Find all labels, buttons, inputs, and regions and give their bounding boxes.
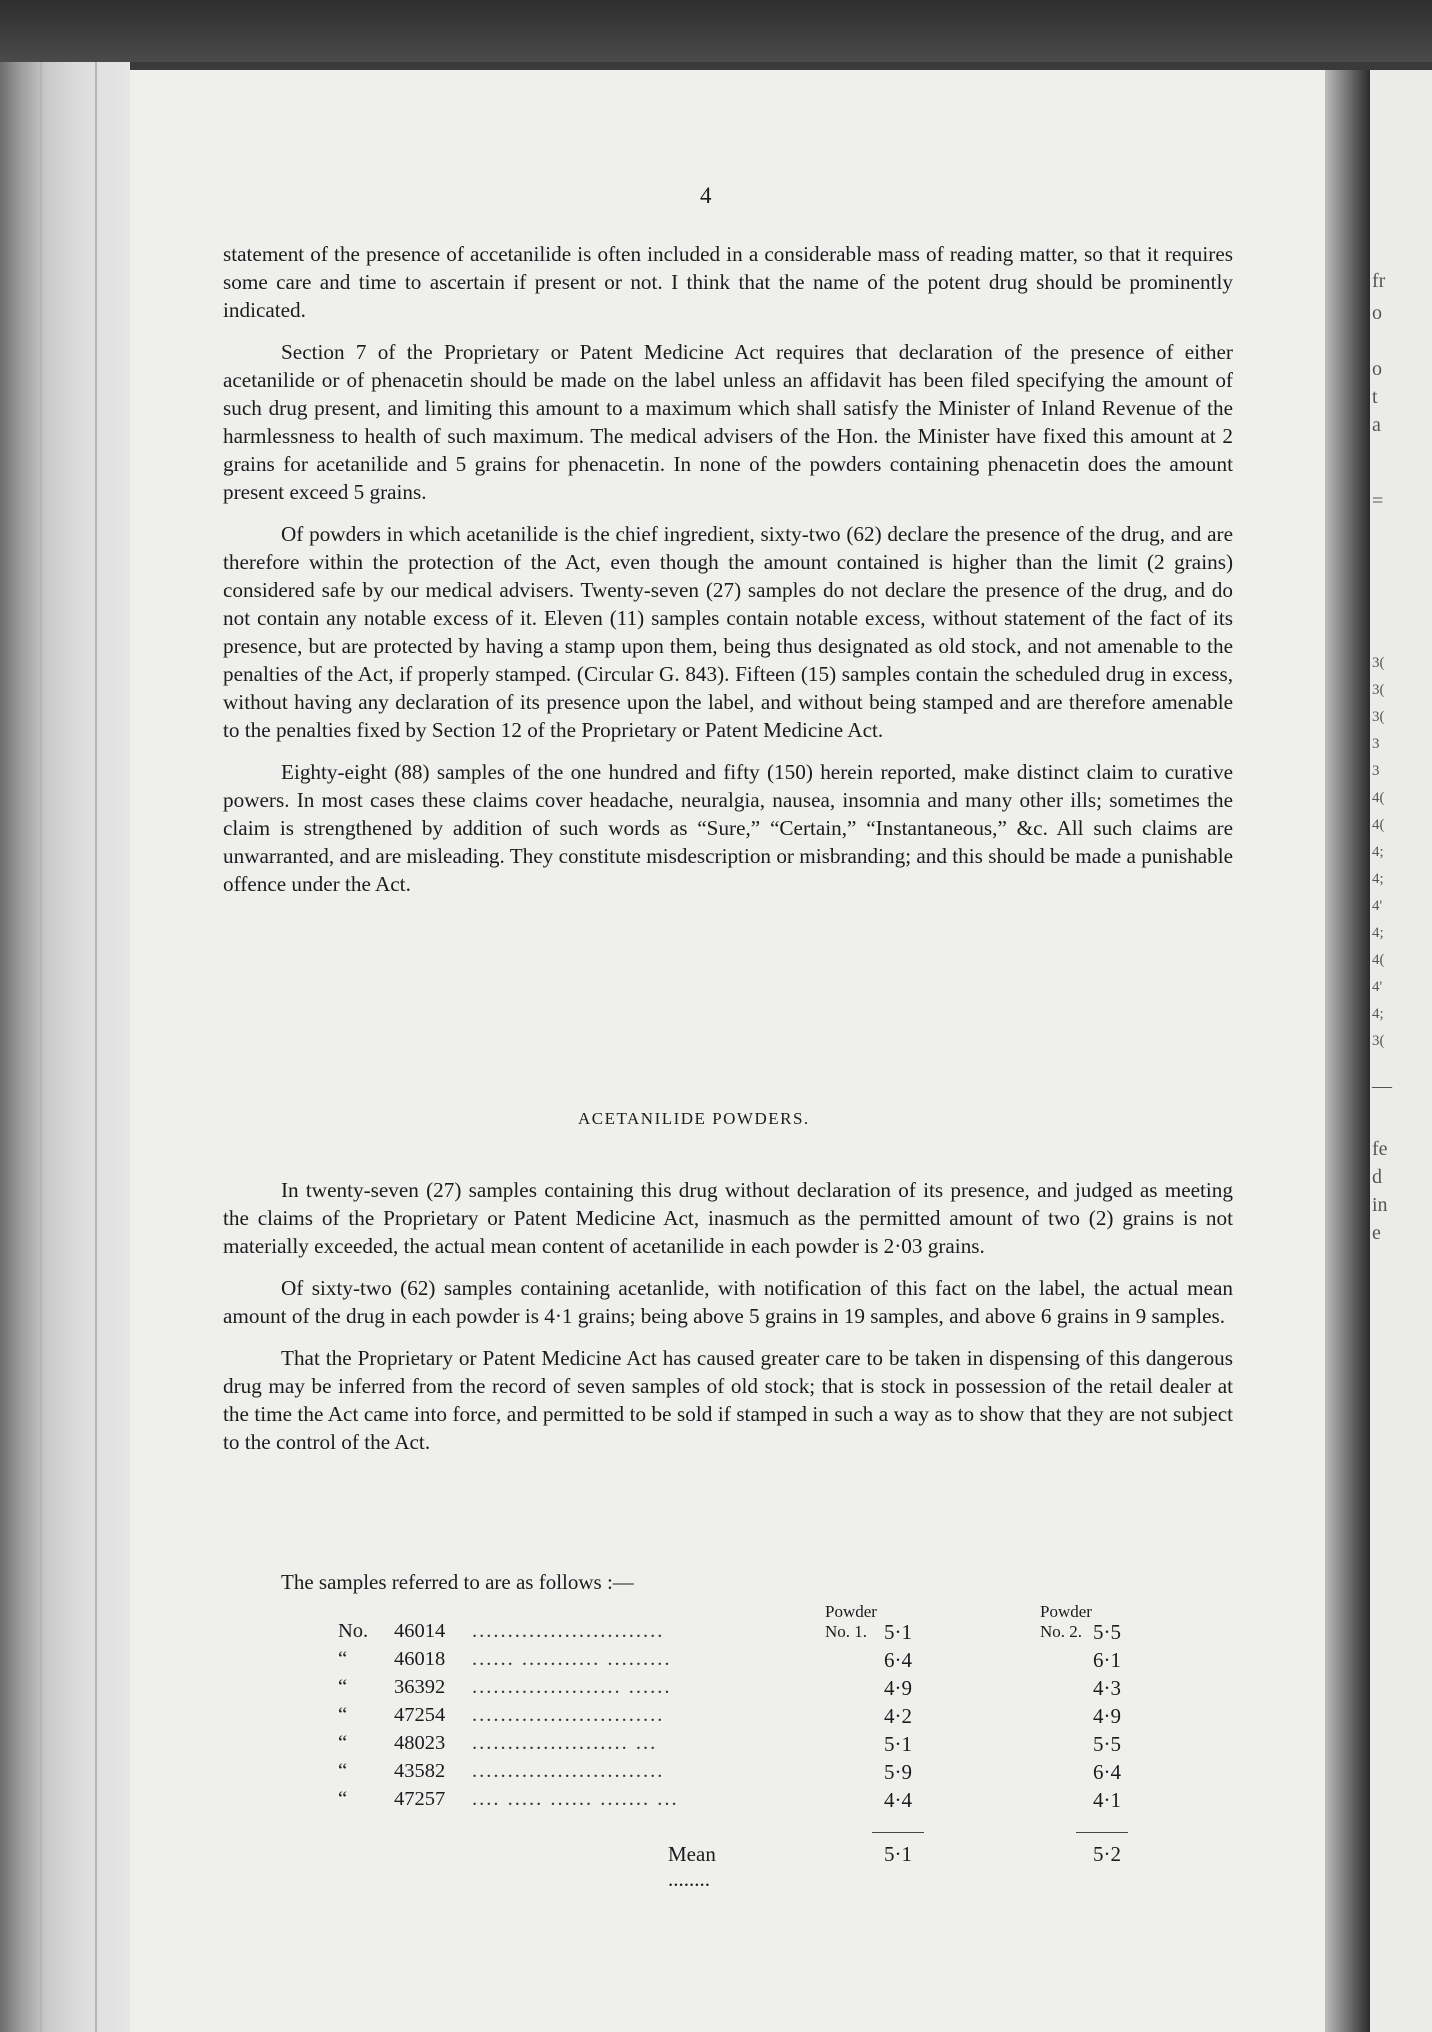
row-prefix: “ [338, 1704, 348, 1726]
facing-text-fragment: 3( [1372, 1033, 1385, 1049]
table-row [338, 1620, 868, 1643]
powder-1-value: 4·2 [884, 1704, 912, 1728]
mean-powder-1: 5·1 [884, 1842, 912, 1866]
paragraph-undeclared-samples: In twenty-seven (27) samples containing this drug without declaration of its presence, and judged as meeting the claims of the Proprietary or Patent Medicine Act, inasmuch as the permitted amount of two (2) grains is not materially exceeded, the actual mean content of acetanilide in each powder is 2·03 grains. [223, 1178, 1233, 1258]
table-row [338, 1648, 868, 1671]
powder-2-value: 6·1 [1093, 1648, 1121, 1672]
sample-number: 47254 [394, 1704, 446, 1726]
column-header-powder-1: Powder No. 1. [825, 1602, 877, 1641]
facing-text-fragment: e [1372, 1222, 1381, 1244]
facing-text-fragment: 3( [1372, 709, 1385, 725]
facing-text-fragment: 4; [1372, 925, 1384, 941]
leader-dots: ...... ........... ......... [472, 1648, 672, 1670]
sample-number: 46018 [394, 1648, 446, 1670]
facing-text-fragment: 4; [1372, 871, 1384, 887]
powder-2-value: 4·9 [1093, 1704, 1121, 1728]
sample-number: 36392 [394, 1676, 446, 1698]
facing-text-fragment: 4( [1372, 817, 1385, 833]
table-intro: The samples referred to are as follows :— [281, 1570, 634, 1594]
body-section-2 [223, 1176, 1233, 1470]
page-gutter [1325, 70, 1370, 2032]
facing-text-fragment: 4( [1372, 790, 1385, 806]
facing-text-fragment: = [1372, 490, 1384, 512]
powder-2-value: 4·1 [1093, 1788, 1121, 1812]
facing-text-fragment: — [1372, 1075, 1392, 1097]
facing-text-fragment: 3( [1372, 682, 1385, 698]
facing-text-fragment: d [1372, 1166, 1382, 1188]
scan-top-border [0, 0, 1432, 62]
facing-text-fragment: t [1372, 386, 1378, 408]
sample-number: 46014 [394, 1620, 446, 1642]
binding-line [95, 62, 97, 2032]
powder-1-value: 4·4 [884, 1788, 912, 1812]
powder-2-value: 6·4 [1093, 1760, 1121, 1784]
body-section-1 [223, 240, 1233, 912]
section-heading: ACETANILIDE POWDERS. [578, 1109, 810, 1128]
powder-2-value: 4·3 [1093, 1676, 1121, 1700]
sample-number: 43582 [394, 1760, 446, 1782]
sample-number: 47257 [394, 1788, 446, 1810]
row-prefix: “ [338, 1648, 348, 1670]
facing-text-fragment: a [1372, 414, 1381, 436]
facing-text-fragment: 4; [1372, 1006, 1384, 1022]
facing-text-fragment: 4; [1372, 844, 1384, 860]
facing-text-fragment: fr [1372, 270, 1386, 292]
facing-text-fragment: fe [1372, 1138, 1388, 1160]
powder-2-value: 5·5 [1093, 1620, 1121, 1644]
mean-powder-2: 5·2 [1093, 1842, 1121, 1866]
facing-text-fragment: 4' [1372, 979, 1383, 995]
facing-text-fragment: o [1372, 302, 1382, 324]
sample-number: 48023 [394, 1732, 446, 1754]
facing-text-fragment: 4( [1372, 952, 1385, 968]
paragraph-old-stock: That the Proprietary or Patent Medicine Act has caused greater care to be taken in dispensing of this dangerous drug may be inferred from the record of seven samples of old stock; that is stock in possession of the retail dealer at the time the Act came into force, and permitted to be sold if stamped in such a way as to show that they are not subject to the control of the Act. [223, 1346, 1233, 1454]
facing-text-fragment: 3 [1372, 736, 1380, 752]
powder-1-value: 5·1 [884, 1732, 912, 1756]
facing-text-fragment: 3 [1372, 763, 1380, 779]
facing-text-fragment: 3( [1372, 655, 1385, 671]
row-prefix: “ [338, 1676, 348, 1698]
paragraph-section-7: Section 7 of the Proprietary or Patent Medicine Act requires that declaration of the presence of either acetanilide or of phenacetin should be made on the label unless an affidavit has been filed specifying the amount of such drug present, and limiting this amount to a maximum which shall satisfy the Minister of Inland Revenue of the harmlessness to health of such maximum. The medical advisers of the Hon. the Minister have fixed this amount at 2 grains for acetanilide and 5 grains for phenacetin. In none of the powders containing phenacetin does the amount present exceed 5 grains. [223, 340, 1233, 504]
leader-dots: .... ..... ...... ....... ... [472, 1788, 679, 1810]
leader-dots: ........................... [472, 1760, 665, 1782]
powder-1-value: 6·4 [884, 1648, 912, 1672]
leader-dots: ...................... ... [472, 1732, 658, 1754]
powder-1-value: 5·9 [884, 1760, 912, 1784]
sum-rule-powder-1 [872, 1832, 924, 1833]
leader-dots: ..................... ...... [472, 1676, 672, 1698]
mean-label: Mean ........ [668, 1842, 716, 1891]
facing-text-fragment: 4' [1372, 898, 1383, 914]
leader-dots: ........................... [472, 1620, 665, 1642]
row-prefix: “ [338, 1732, 348, 1754]
paragraph-claims: Eighty-eight (88) samples of the one hundred and fifty (150) herein reported, make distinct claim to curative powers. In most cases these claims cover headache, neuralgia, nausea, insomnia and many other ills; sometimes the claim is strengthened by addition of such words as “Sure,” “Certain,” “Instantaneous,” &c. All such claims are unwarranted, and are misleading. They constitute misdescription or misbranding; and this should be made a punishable offence under the Act. [223, 760, 1233, 896]
facing-text-fragment: o [1372, 358, 1382, 380]
facing-page-edge [1370, 70, 1432, 2032]
powder-2-value: 5·5 [1093, 1732, 1121, 1756]
row-prefix: “ [338, 1760, 348, 1782]
table-row [338, 1788, 868, 1811]
row-prefix: No. [338, 1620, 369, 1642]
facing-text-fragment: in [1372, 1194, 1388, 1216]
table-row [338, 1732, 868, 1755]
powder-1-value: 4·9 [884, 1676, 912, 1700]
paragraph-declared-samples: Of sixty-two (62) samples containing acetanlide, with notification of this fact on the label, the actual mean amount of the drug in each powder is 4·1 grains; being above 5 grains in 19 samples, and above 6 grains in 9 samples. [223, 1276, 1233, 1328]
leader-dots: ........................... [472, 1704, 665, 1726]
row-prefix: “ [338, 1788, 348, 1810]
paragraph-powders: Of powders in which acetanilide is the chief ingredient, sixty-two (62) declare the presence of the drug, and are therefore within the protection of the Act, even though the amount contained is higher than the limit (2 grains) considered safe by our medical advisers. Twenty-seven (27) samples do not declare the presence of the drug, and do not contain any notable excess of it. Eleven (11) samples contain notable excess, without statement of the fact of its presence, but are protected by having a stamp upon them, being thus designated as old stock, and not amenable to the penalties of the Act, if properly stamped. (Circular G. 843). Fifteen (15) samples contain the scheduled drug in excess, without having any declaration of its presence upon the label, and without being stamped and are therefore amenable to the penalties fixed by Section 12 of the Proprietary or Patent Medicine Act. [223, 522, 1233, 742]
powder-1-value: 5·1 [884, 1620, 912, 1644]
table-row [338, 1760, 868, 1783]
column-header-powder-2: Powder No. 2. [1040, 1602, 1092, 1641]
page-number: 4 [700, 183, 712, 208]
sum-rule-powder-2 [1076, 1832, 1128, 1833]
table-row [338, 1704, 868, 1727]
table-row [338, 1676, 868, 1699]
book-binding-edge [0, 62, 130, 2032]
paragraph-continuation: statement of the presence of accetanilide is often included in a considerable mass of reading matter, so that it requires some care and time to ascertain if present or not. I think that the name of the potent drug should be prominently indicated. [223, 242, 1233, 322]
binding-line [40, 62, 42, 2032]
